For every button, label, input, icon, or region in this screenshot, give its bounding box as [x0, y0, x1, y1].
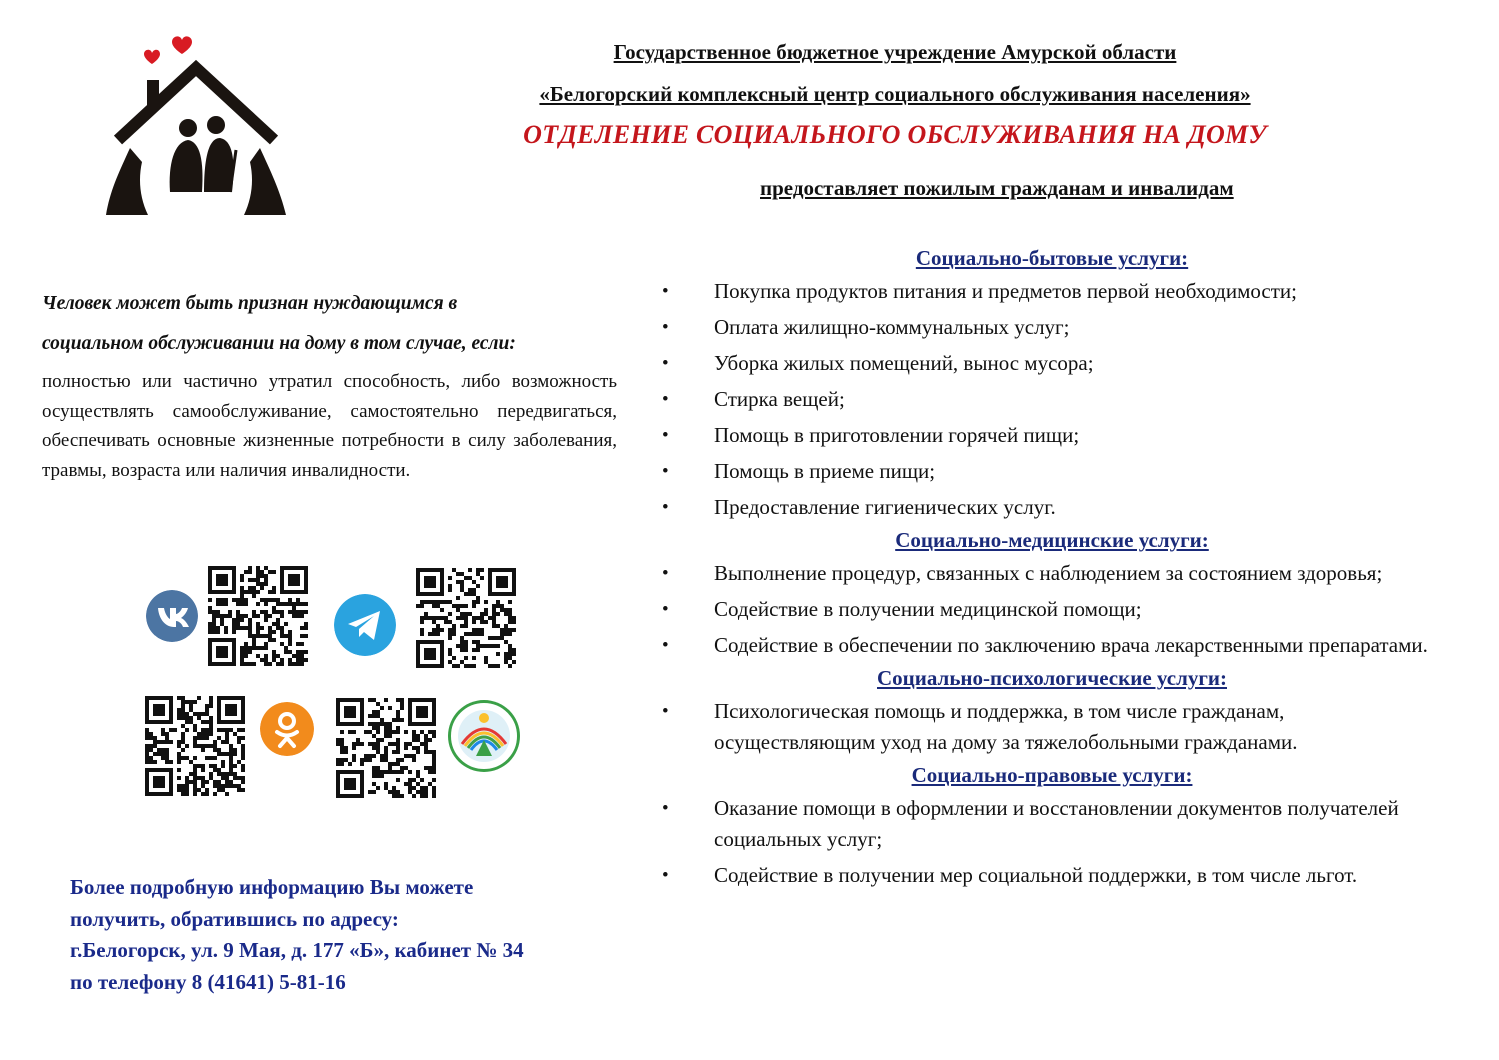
house-elderly-couple-logo: [100, 30, 300, 225]
service-item: • Стирка вещей;: [662, 384, 1442, 415]
odnoklassniki-icon[interactable]: [260, 702, 314, 756]
services-list: [662, 246, 1442, 896]
eligibility-heading-line2: социальном обслуживании на дому в том случае, если:: [42, 333, 516, 354]
department-title: ОТДЕЛЕНИЕ СОЦИАЛЬНОГО ОБСЛУЖИВАНИЯ НА ДОМУ: [523, 120, 1267, 149]
service-items: [662, 793, 1442, 891]
eligibility-heading-line1: Человек может быть признан нуждающимся в: [42, 293, 458, 314]
telegram-icon[interactable]: [334, 594, 396, 656]
service-item: • Содействие в обеспечении по заключению врача лекарственными препаратами.: [662, 630, 1442, 661]
contact-line2: получить, обратившись по адресу:: [70, 906, 399, 931]
contact-address: г.Белогорск, ул. 9 Мая, д. 177 «Б», кабинет № 34: [70, 938, 524, 962]
service-item: • Покупка продуктов питания и предметов первой необходимости;: [662, 276, 1442, 307]
service-item: • Помощь в приеме пищи;: [662, 456, 1442, 487]
contact-line1: Более подробную информацию Вы можете: [70, 875, 474, 899]
section-title: Социально-психологические услуги:: [877, 666, 1227, 690]
section-title: Социально-правовые услуги:: [911, 763, 1193, 787]
qr-code-site[interactable]: [336, 698, 436, 798]
section-title: Социально-медицинские услуги:: [895, 528, 1209, 552]
service-item: • Оплата жилищно-коммунальных услуг;: [662, 312, 1442, 343]
section-title: Социально-бытовые услуги:: [915, 246, 1189, 270]
service-item: • Предоставление гигиенических услуг.: [662, 492, 1442, 523]
qr-code-ok[interactable]: [145, 696, 245, 796]
service-items: [662, 276, 1442, 523]
service-item: • Помощь в приготовлении горячей пищи;: [662, 420, 1442, 451]
service-item: • Оказание помощи в оформлении и восстановлении документов получателей социальных услуг;: [662, 793, 1442, 855]
service-items: [662, 696, 1442, 758]
qr-code-vk[interactable]: [208, 566, 308, 666]
qr-code-telegram[interactable]: [416, 568, 516, 668]
service-item: • Содействие в получении мер социальной поддержки, в том числе льгот.: [662, 860, 1442, 891]
eligibility-heading: [42, 284, 642, 364]
eligibility-text: полностью или частично утратил способность, либо возможность осуществлять самообслуживание, самостоятельно передвигаться, обеспечивать основные жизненные потребности в силу заболевания, травмы, возраста или наличия инвалидности.: [42, 371, 617, 481]
provides-caption: предоставляет пожилым гражданам и инвалидам: [760, 176, 1234, 200]
service-item: • Содействие в получении медицинской помощи;: [662, 594, 1442, 625]
institution-full-name: «Белогорский комплексный центр социального обслуживания населения»: [539, 82, 1251, 106]
service-item: • Уборка жилых помещений, вынос мусора;: [662, 348, 1442, 379]
service-items: [662, 558, 1442, 661]
institution-name: Государственное бюджетное учреждение Амурской области: [613, 40, 1177, 64]
center-emblem-icon: [448, 700, 520, 772]
service-item: • Выполнение процедур, связанных с наблюдением за состоянием здоровья;: [662, 558, 1442, 589]
service-item: • Психологическая помощь и поддержка, в том числе гражданам, осуществляющим уход на дому за тяжелобольными гражданами.: [662, 696, 1442, 758]
vk-icon[interactable]: [146, 590, 198, 642]
contact-phone: по телефону 8 (41641) 5-81-16: [70, 969, 346, 994]
contact-info: [70, 872, 650, 998]
